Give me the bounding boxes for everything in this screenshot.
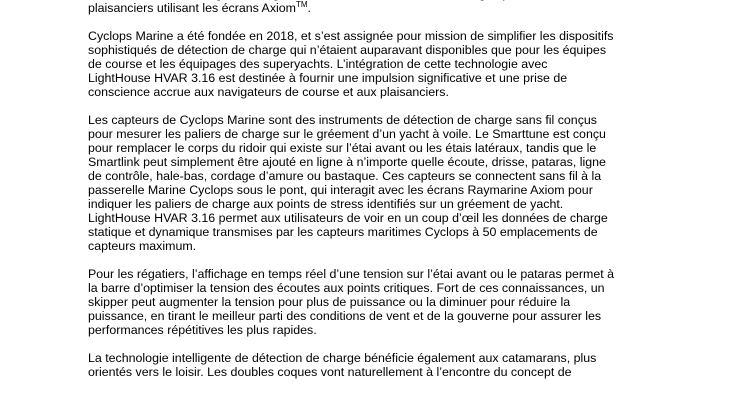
paragraph-racing bbox=[88, 267, 688, 337]
paragraph-catamarans bbox=[88, 351, 688, 379]
text-line: Les capteurs de Cyclops Marine sont des instruments de détection de charge sans fil conçus bbox=[88, 113, 597, 127]
paragraph-intro bbox=[88, 0, 688, 15]
text-line: de course et les équipages des superyachts. L’intégration de cette technologie avec bbox=[88, 57, 548, 71]
text-line: indiquer les paliers de charge aux points de stress identifiés sur un gréement de yacht. bbox=[88, 197, 564, 211]
text-line: Pour les régatiers, l’affichage en temps réel d’une tension sur l’étai avant ou le pataras permet à bbox=[88, 267, 614, 281]
text-line: pour remplacer le corps du ridoir qui existe sur l’étai avant ou les étais latéraux, tandis que le bbox=[88, 141, 597, 155]
text-line: orientés vers le loisir. Les doubles coques vont naturellement à l’encontre du concept de bbox=[88, 365, 572, 379]
paragraph-sensors bbox=[88, 113, 688, 253]
text-line: puissance, en tirant le meilleur parti des conditions de vent et de la gouverne pour assurer les bbox=[88, 309, 602, 323]
text-line: la barre d’optimiser la tension des écoutes aux points critiques. Fort de ces connaissances, un bbox=[88, 281, 605, 295]
text-line: passerelle Marine Cyclops sous le pont, qui interagit avec les écrans Raymarine Axiom pour bbox=[88, 183, 593, 197]
paragraph-company bbox=[88, 29, 688, 99]
text-segment: plaisanciers utilisant les écrans Axiom bbox=[88, 1, 296, 15]
text-line: LightHouse HVAR 3.16 est destinée à fournir une impulsion significative et une prise de bbox=[88, 71, 568, 85]
text-line: statique et dynamique transmises par les capteurs maritimes Cyclops à 50 emplacements de bbox=[88, 225, 598, 239]
text-line: de contrôle, hale-bas, cordage d’amure ou bastaque. Ces capteurs se connectent sans fil à la bbox=[88, 169, 602, 183]
text-line: Smartlink peut simplement être ajouté en ligne à n’importe quelle écoute, drisse, pataras, ligne bbox=[88, 155, 606, 169]
text-line: capteurs maximum. bbox=[88, 239, 197, 253]
text-line: LightHouse HVAR 3.16 permet aux utilisateurs de voir en un coup d’œil les données de charge bbox=[88, 211, 608, 225]
text-line bbox=[88, 1, 688, 15]
trademark-mark: TM bbox=[295, 0, 308, 9]
text-line: performances répétitives les plus rapides. bbox=[88, 323, 317, 337]
text-line: conscience accrue aux navigateurs de course et aux plaisanciers. bbox=[88, 85, 449, 99]
text-line: Cyclops Marine a été fondée en 2018, et s’est assignée pour mission de simplifier les dispositifs bbox=[88, 29, 614, 43]
text-line: skipper peut augmenter la tension pour plus de puissance ou la diminuer pour réduire la bbox=[88, 295, 571, 309]
text-line: La technologie intelligente de détection de charge bénéficie également aux catamarans, plus bbox=[88, 351, 597, 365]
document-body bbox=[88, 0, 688, 393]
text-line: pour mesurer les paliers de charge sur le gréement d’un yacht à voile. Le Smarttune est conçu bbox=[88, 127, 606, 141]
text-line: sophistiqués de détection de charge qui n’étaient auparavant disponibles que pour les équipes bbox=[88, 43, 607, 57]
text-segment: . bbox=[307, 1, 311, 15]
